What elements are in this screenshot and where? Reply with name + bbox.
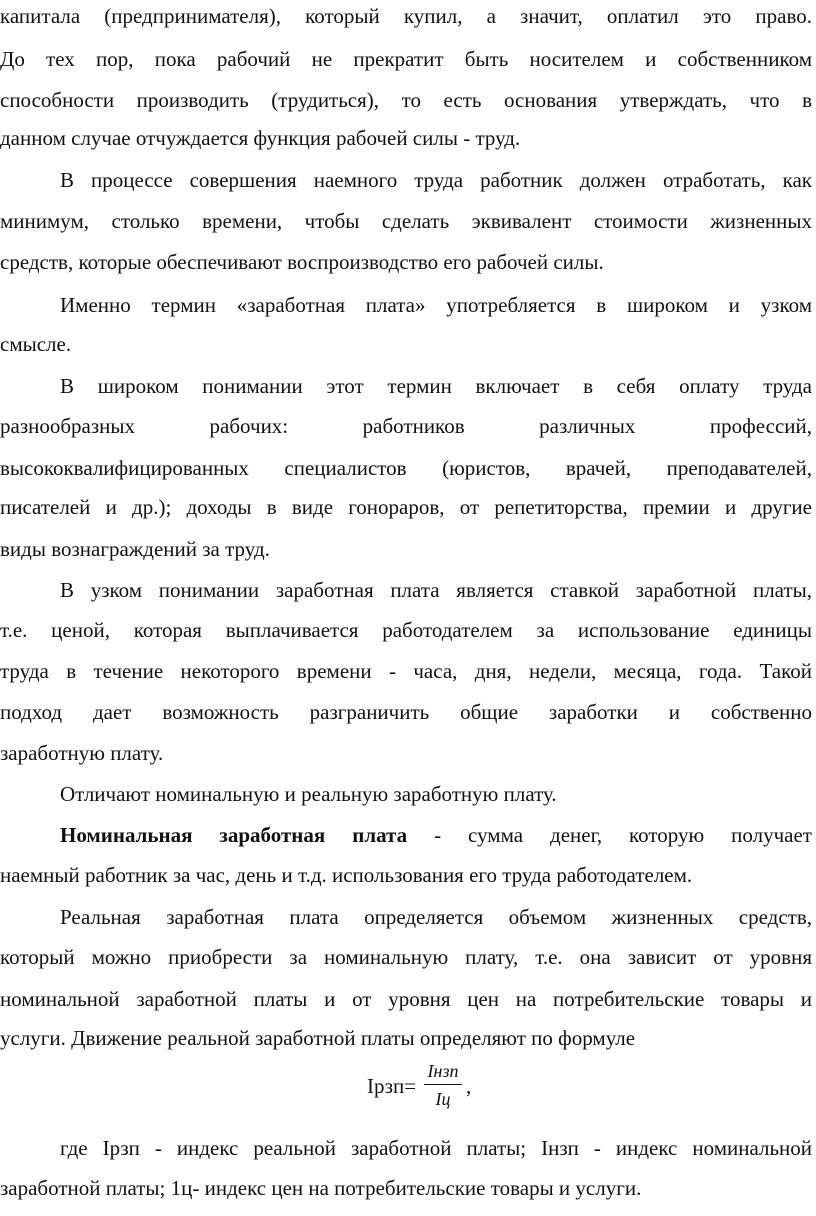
text-line: средств, которые обеспечивают воспроизводство его рабочей силы.: [0, 250, 604, 274]
fraction-bar: [424, 1084, 462, 1085]
text-line: смысле.: [0, 332, 72, 356]
text-line: В узком понимании заработная плата является ставкой заработной платы,: [60, 578, 812, 602]
text-line: В процессе совершения наемного труда работник должен отработать, как: [60, 168, 812, 192]
text-line: капитала (предпринимателя), который купил, а значит, оплатил это право.: [0, 4, 812, 28]
text-line: который можно приобрести за номинальную плату, т.е. она зависит от уровня: [0, 945, 812, 969]
nominal-term: Номинальная заработная плата: [60, 823, 408, 847]
text-line: разнообразных рабочих: работников различных профессий,: [0, 414, 812, 438]
text-line: Реальная заработная плата определяется объемом жизненных средств,: [60, 905, 812, 929]
text-line: труда в течение некоторого времени - часа, дня, недели, месяца, года. Такой: [0, 659, 812, 683]
text-line: подход дает возможность разграничить общие заработки и собственно: [0, 700, 812, 724]
text-line: заработной платы; 1ц- индекс цен на потребительские товары и услуги.: [0, 1176, 642, 1200]
text-line: где Iрзп - индекс реальной заработной платы; Iнзп - индекс номинальной: [60, 1136, 812, 1160]
formula: [0, 1060, 816, 1120]
formula-denominator: Iц: [435, 1089, 451, 1109]
text-line: заработную плату.: [0, 741, 164, 765]
text-line: Отличают номинальную и реальную заработную плату.: [60, 782, 557, 806]
formula-lhs: Iрзп=: [367, 1074, 417, 1098]
text-line: т.е. ценой, которая выплачивается работодателем за использование единицы: [0, 618, 812, 642]
text-line: способности производить (трудиться), то есть основания утверждать, что в: [0, 88, 812, 112]
text-line: данном случае отчуждается функция рабочей силы - труд.: [0, 126, 521, 150]
text-line: виды вознаграждений за труд.: [0, 537, 270, 561]
formula-fraction: [424, 1060, 462, 1110]
text-line: номинальной заработной платы и от уровня цен на потребительские товары и: [0, 987, 812, 1011]
nominal-rest: - сумма денег, которую получает: [407, 823, 812, 847]
text-line: Именно термин «заработная плата» употребляется в широком и узком: [60, 293, 812, 317]
text-line: услуги. Движение реальной заработной платы определяют по формуле: [0, 1026, 636, 1050]
formula-trailing: ,: [466, 1074, 472, 1098]
text-line: высококвалифицированных специалистов (юристов, врачей, преподавателей,: [0, 456, 812, 480]
text-line: минимум, столько времени, чтобы сделать эквивалент стоимости жизненных: [0, 209, 812, 233]
formula-numerator: Iнзп: [427, 1061, 459, 1081]
text-line: наемный работник за час, день и т.д. использования его труда работодателем.: [0, 863, 693, 887]
text-line: писателей и др.); доходы в виде гонораров, от репетиторства, премии и другие: [0, 495, 812, 519]
text-line: До тех пор, пока рабочий не прекратит быть носителем и собственником: [0, 47, 812, 71]
text-line: В широком понимании этот термин включает в себя оплату труда: [60, 374, 812, 398]
nominal-line: [60, 823, 812, 847]
